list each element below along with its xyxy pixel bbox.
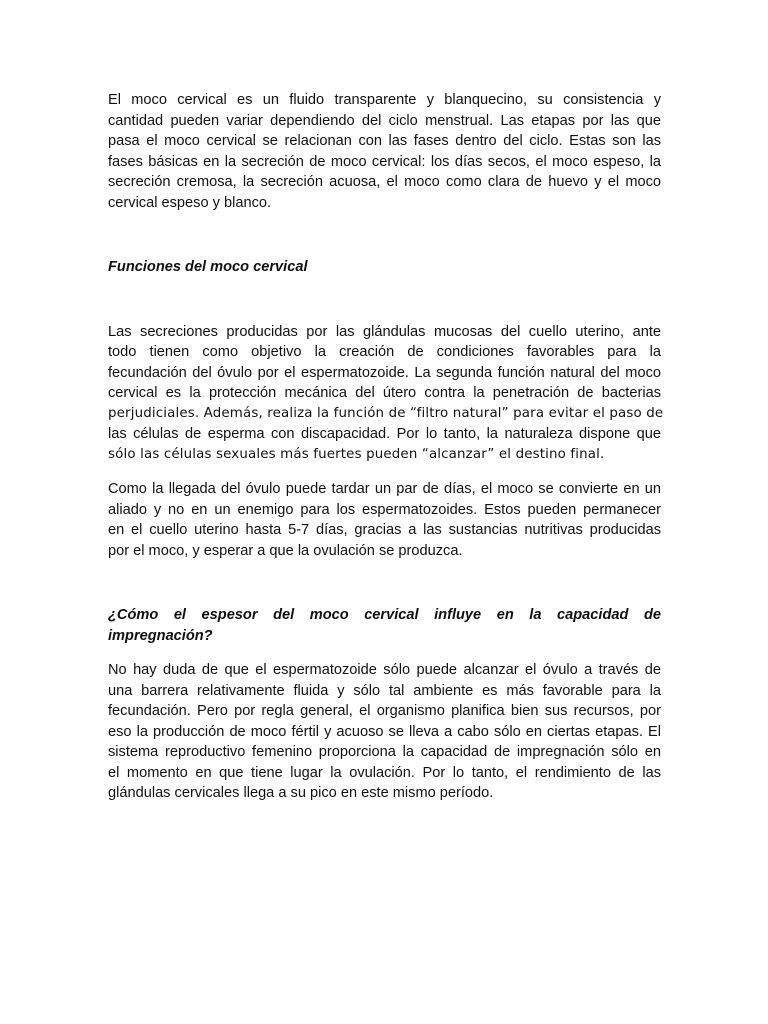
text-line: las células de esperma con discapacidad. Por lo tanto, la naturaleza dispone que [108, 426, 661, 442]
heading-line: impregnación? [108, 627, 213, 644]
text-line: sistema reproductivo femenino proporciona la capacidad de impregnación sólo en [108, 744, 661, 760]
section-heading-thickness [108, 605, 661, 646]
section-heading-functions: Funciones del moco cervical [108, 259, 308, 275]
text-line: en el cuello uterino hasta 5-7 días, gracias a las sustancias nutritivas producidas [108, 522, 661, 538]
text-line: cervical es la protección mecánica del útero contra la penetración de bacterias [108, 385, 661, 401]
text-line: glándulas cervicales llega a su pico en este mismo período. [108, 785, 494, 801]
text-line: pasa el moco cervical se relacionan con las fases dentro del ciclo. Estas son las [108, 133, 661, 149]
text-line: por el moco, y esperar a que la ovulación se produzca. [108, 542, 463, 559]
text-line: eso la producción de moco fértil y acuoso se lleva a cabo sólo en ciertas etapas. El [108, 723, 661, 740]
text-line: El moco cervical es un fluido transparente y blanquecino, su consistencia y [108, 92, 661, 108]
impregnation-paragraph [108, 660, 661, 804]
text-line: Como la llegada del óvulo puede tardar un par de días, el moco se convierte en un [108, 481, 661, 497]
text-line: sólo las células sexuales más fuertes pueden “alcanzar” el destino final. [108, 446, 605, 462]
intro-paragraph [108, 90, 661, 213]
text-line: No hay duda de que el espermatozoide sólo puede alcanzar el óvulo a través de [108, 662, 661, 678]
functions-paragraph [108, 322, 664, 466]
heading-line: ¿Cómo el espesor del moco cervical influye en la capacidad de [108, 607, 661, 623]
text-line: perjudiciales. Además, realiza la función de “filtro natural” para evitar el paso de [108, 405, 664, 421]
text-line: el momento en que tiene lugar la ovulación. Por lo tanto, el rendimiento de las [108, 764, 661, 781]
text-line: aliado y no en un enemigo para los espermatozoides. Estos pueden permanecer [108, 501, 661, 518]
ovulation-paragraph [108, 479, 661, 561]
text-line: una barrera relativamente fluida y sólo tal ambiente es más favorable para la [108, 682, 661, 699]
text-line: cantidad pueden variar dependiendo del ciclo menstrual. Las etapas por las que [108, 112, 661, 129]
text-line: fecundación. Pero por regla general, el organismo planifica bien sus recursos, por [108, 703, 661, 719]
document-page [108, 90, 664, 804]
text-line: todo tienen como objetivo la creación de condiciones favorables para la [108, 344, 661, 360]
text-line: Las secreciones producidas por las glándulas mucosas del cuello uterino, ante [108, 323, 661, 340]
text-line: cervical espeso y blanco. [108, 194, 272, 211]
text-line: secreción cremosa, la secreción acuosa, el moco como clara de huevo y el moco [108, 174, 661, 190]
text-line: fecundación del óvulo por el espermatozoide. La segunda función natural del moco [108, 364, 661, 381]
text-line: fases básicas en la secreción de moco cervical: los días secos, el moco espeso, la [108, 153, 661, 170]
